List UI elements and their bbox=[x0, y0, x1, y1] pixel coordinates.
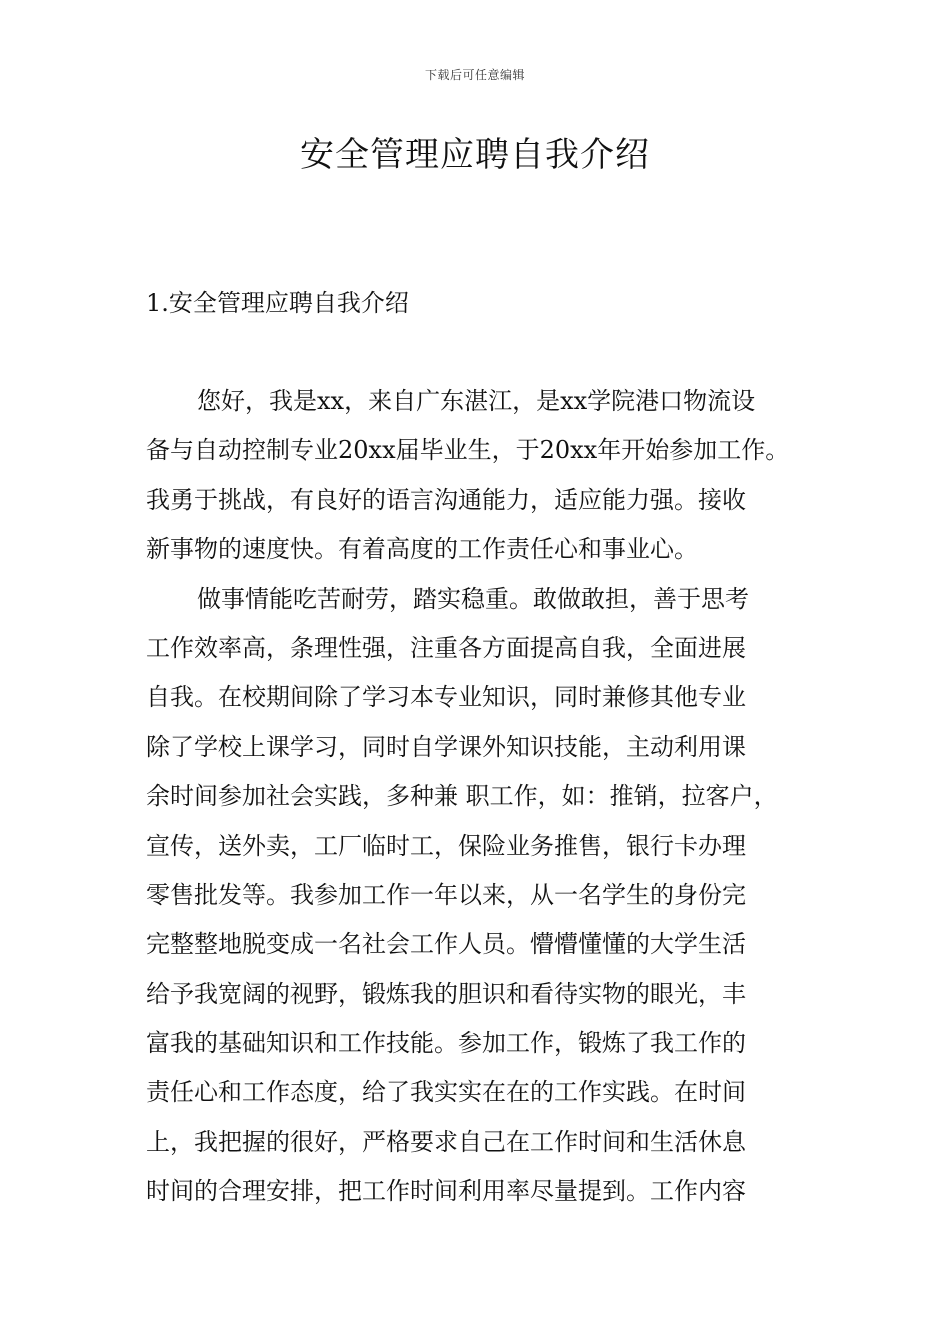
paragraph-line: 给予我宽阔的视野，锻炼我的胆识和看待实物的眼光，丰 bbox=[146, 979, 746, 1008]
paragraph-line: 宣传，送外卖，工厂临时工，保险业务推售，银行卡办理 bbox=[146, 831, 746, 860]
paragraph-line: 工作效率高，条理性强，注重各方面提高自我，全面进展 bbox=[146, 633, 746, 662]
paragraph-line: 时间的合理安排，把工作时间利用率尽量提到。工作内容 bbox=[146, 1177, 746, 1206]
paragraph-line: 责任心和工作态度，给了我实实在在的工作实践。在时间 bbox=[146, 1078, 746, 1107]
paragraph-line: 完整整地脱变成一名社会工作人员。懵懵懂懂的大学生活 bbox=[146, 930, 746, 959]
paragraph-line: 做事情能吃苦耐劳，踏实稳重。敢做敢担，善于思考 bbox=[197, 584, 749, 613]
paragraph-line: 新事物的速度快。有着高度的工作责任心和事业心。 bbox=[146, 535, 698, 564]
header-note: 下载后可任意编辑 bbox=[424, 68, 525, 82]
body-text bbox=[146, 377, 836, 1217]
paragraph-line: 富我的基础知识和工作技能。参加工作，锻炼了我工作的 bbox=[146, 1029, 746, 1058]
paragraph-line: 零售批发等。我参加工作一年以来，从一名学生的身份完 bbox=[146, 880, 746, 909]
document-title: 安全管理应聘自我介绍 bbox=[300, 135, 650, 175]
section-heading: 1.安全管理应聘自我介绍 bbox=[146, 289, 409, 317]
paragraph-line: 我勇于挑战，有良好的语言沟通能力，适应能力强。接收 bbox=[146, 485, 746, 514]
paragraph-line: 除了学校上课学习，同时自学课外知识技能，主动利用课 bbox=[146, 732, 746, 761]
paragraph-line: 上，我把握的很好，严格要求自己在工作时间和生活休息 bbox=[146, 1127, 746, 1156]
paragraph-line: 自我。在校期间除了学习本专业知识，同时兼修其他专业 bbox=[146, 683, 746, 712]
paragraph-line: 备与自动控制专业20xx届毕业生，于20xx年开始参加工作。 bbox=[146, 436, 790, 465]
paragraph-line: 您好，我是xx，来自广东湛江，是xx学院港口物流设 bbox=[197, 387, 756, 415]
paragraph-line: 余时间参加社会实践，多种兼 职工作，如：推销，拉客户， bbox=[146, 782, 778, 811]
